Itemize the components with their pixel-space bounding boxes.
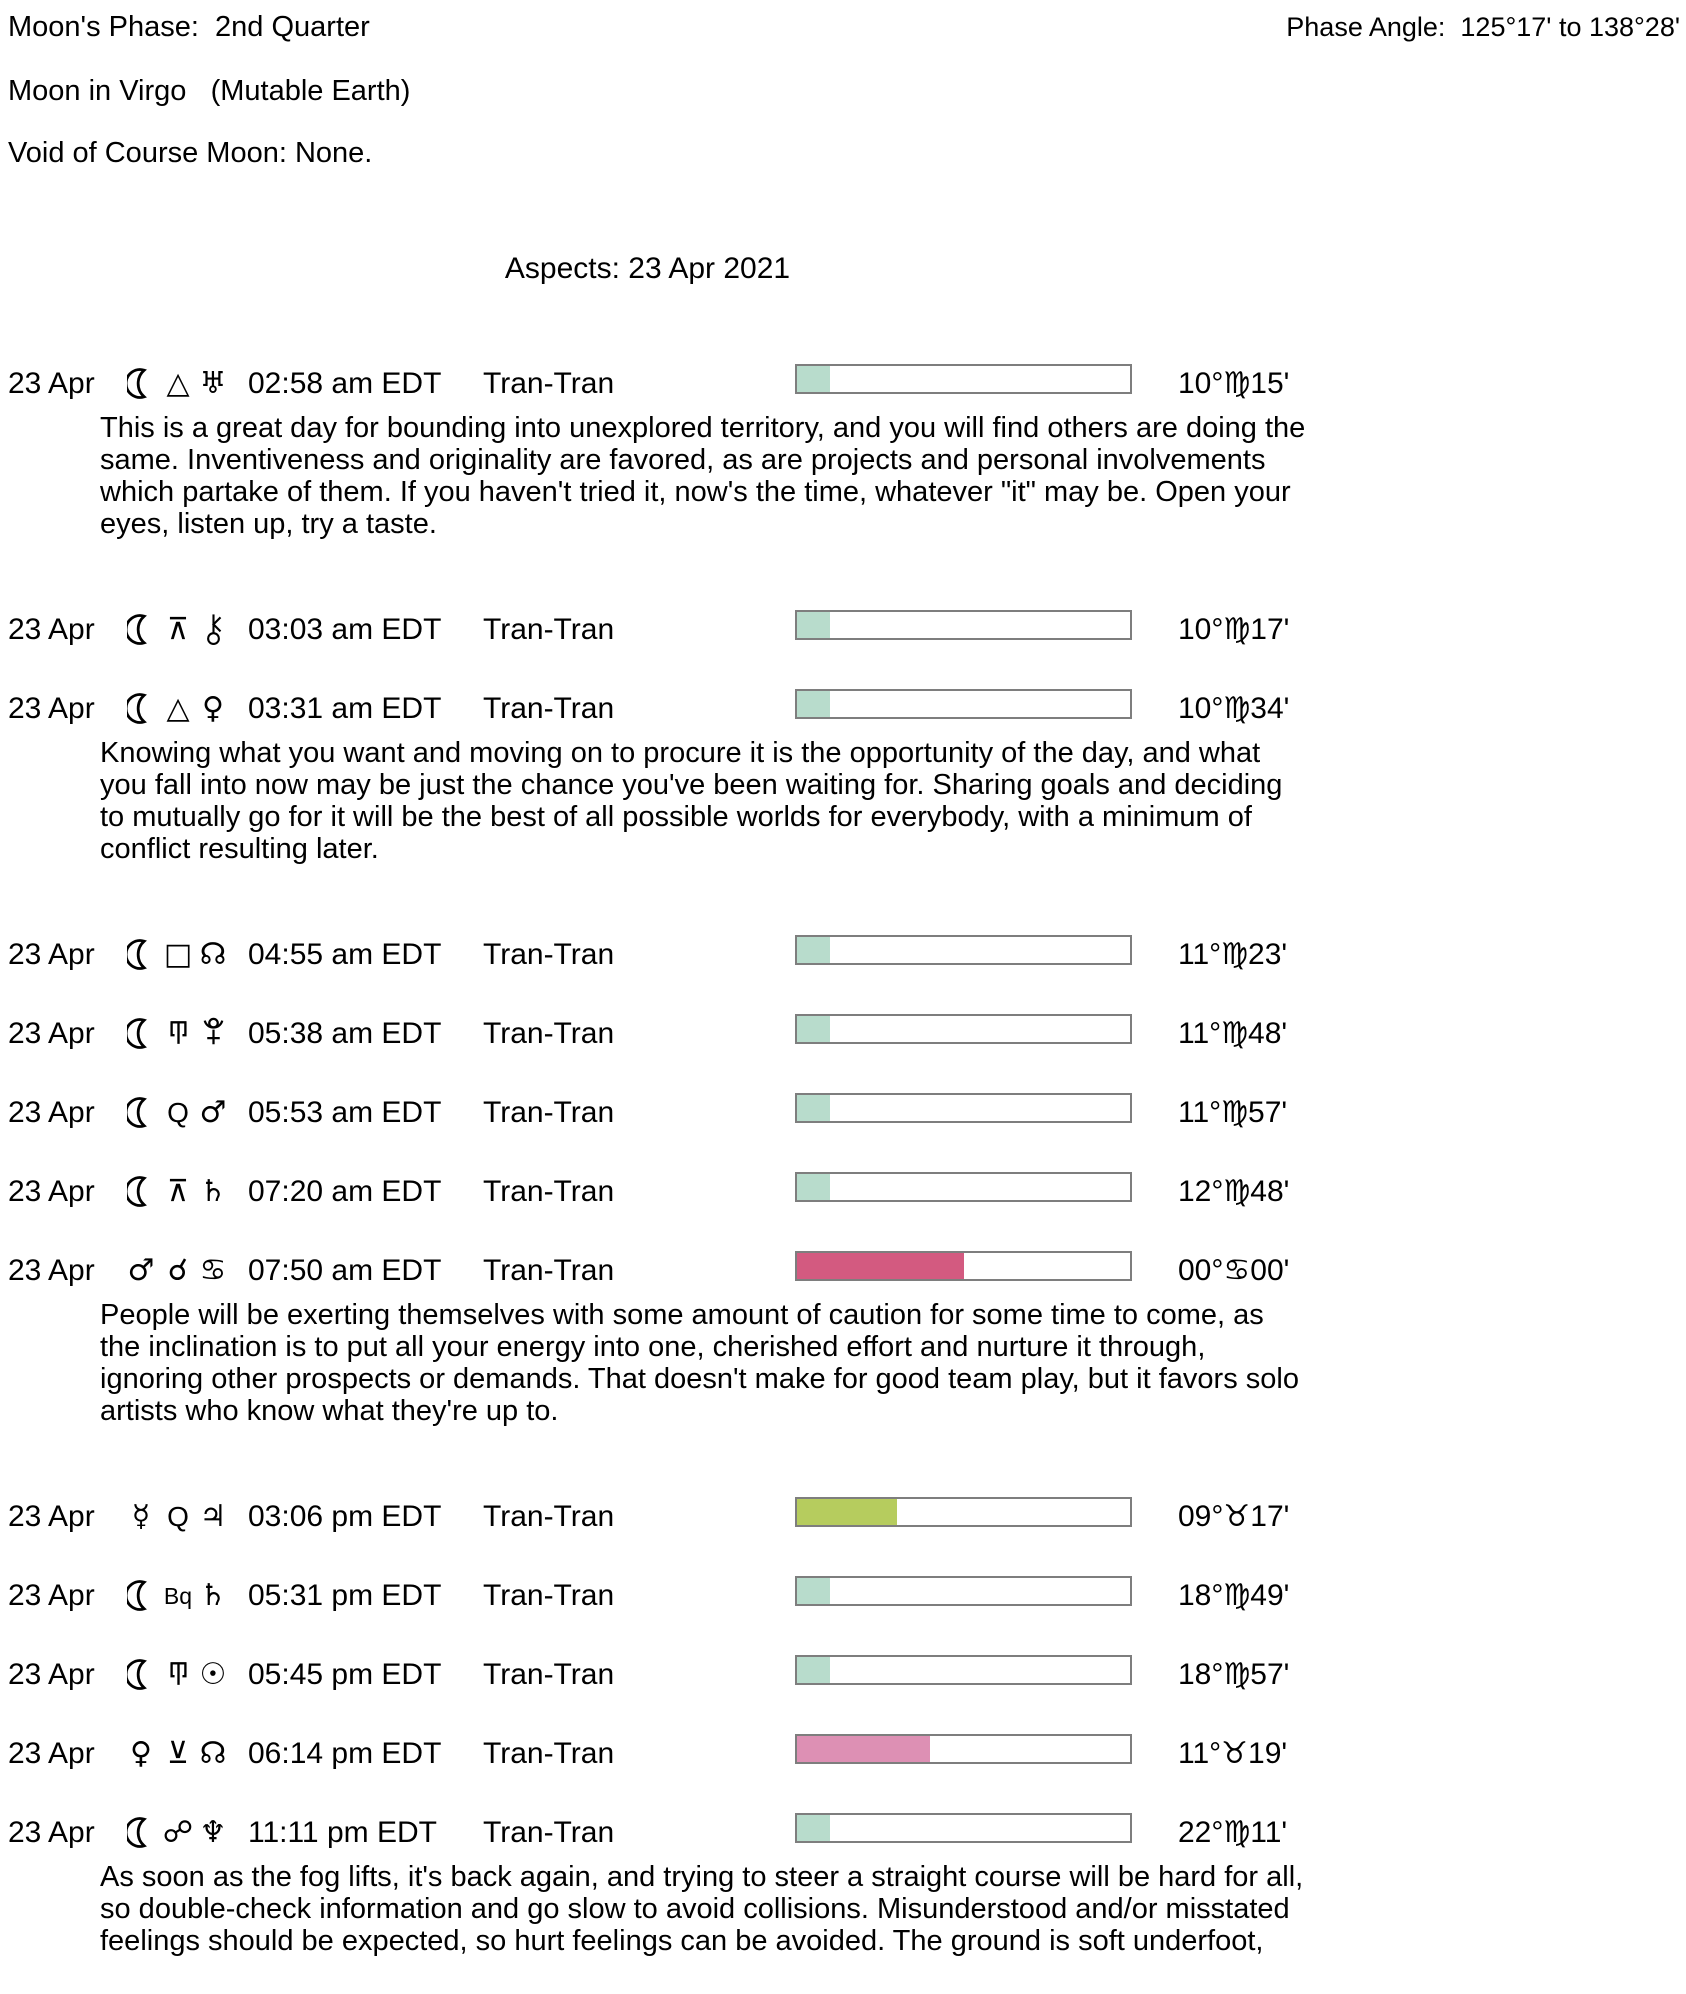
aspect-date: 23 Apr: [8, 1254, 95, 1287]
moon-phase-line: Moon's Phase: 2nd Quarter: [8, 11, 370, 43]
aspect-interpretation: As soon as the fog lifts, it's back again, and trying to steer a straight course will be hard for all, so double-check information and go slow to avoid collisions. Misunderstood and/or misstated feelings should be expected, so hurt feelings can be avoided. The ground is soft underfoot,: [100, 1861, 1304, 1957]
aspect-time: 03:06 pm EDT: [248, 1500, 442, 1533]
conjunction-icon: ☌: [167, 1253, 189, 1288]
north-node-icon: ☊: [199, 937, 227, 972]
jupiter-icon: ♃: [199, 1499, 227, 1534]
aspect-row: [0, 1172, 1686, 1212]
aspect-type: Tran-Tran: [483, 367, 615, 400]
aspect-position: 12°♍48': [1178, 1175, 1290, 1208]
aspect-position: 22°♍11': [1178, 1816, 1288, 1849]
moon-sign-line: Moon in Virgo (Mutable Earth): [8, 75, 411, 107]
orb-progress-fill: [797, 1657, 830, 1683]
aspect-position: 11°♉19': [1178, 1737, 1288, 1770]
aspect-time: 07:20 am EDT: [248, 1175, 442, 1208]
quintile-icon: Q: [167, 1501, 189, 1532]
aspect-position: 18°♍49': [1178, 1579, 1290, 1612]
aspect-type: Tran-Tran: [483, 692, 615, 725]
aspect-time: 02:58 am EDT: [248, 367, 442, 400]
orb-progress-fill: [797, 1174, 830, 1200]
cancer-icon: ♋: [199, 1253, 227, 1288]
aspect-row: [0, 1014, 1686, 1054]
aspect-interpretation: This is a great day for bounding into unexplored territory, and you will find others are doing the same. Inventiveness and originality are favored, as are projects and personal involvements which partake of them. If you haven't tried it, now's the time, whatever "it" may be. Open your eyes, listen up, try a taste.: [100, 412, 1306, 540]
north-node-icon: ☊: [199, 1736, 227, 1771]
aspect-position: 10°♍15': [1178, 367, 1290, 400]
aspect-row: [0, 364, 1686, 404]
pluto-icon: [192, 1014, 234, 1054]
orb-progress-fill: [797, 937, 830, 963]
aspect-time: 07:50 am EDT: [248, 1254, 442, 1287]
mars-icon: ♂: [199, 1095, 227, 1130]
aspect-date: 23 Apr: [8, 1017, 95, 1050]
aspect-type: Tran-Tran: [483, 1658, 615, 1691]
aspect-position: 18°♍57': [1178, 1658, 1290, 1691]
aspect-time: 11:11 pm EDT: [248, 1816, 437, 1849]
aspect-type: Tran-Tran: [483, 1816, 615, 1849]
biquintile-icon: Bq: [163, 1583, 193, 1609]
moon-icon: [120, 364, 162, 404]
aspect-date: 23 Apr: [8, 1500, 95, 1533]
aspect-type: Tran-Tran: [483, 938, 615, 971]
moon-icon: [120, 1576, 162, 1616]
aspect-time: 05:31 pm EDT: [248, 1579, 442, 1612]
orb-progress-fill: [797, 691, 830, 717]
aspect-position: 11°♍48': [1178, 1017, 1288, 1050]
orb-progress-bar: [795, 364, 1132, 394]
orb-progress-bar: [795, 610, 1132, 640]
aspect-date: 23 Apr: [8, 1579, 95, 1612]
aspect-date: 23 Apr: [8, 938, 95, 971]
aspect-interpretation: People will be exerting themselves with some amount of caution for some time to come, as the inclination is to put all your energy into one, cherished effort and nurture it through, ignoring other prospects or demands. That doesn't make for good team play, but it favors solo artists who know what they're up to.: [100, 1299, 1299, 1427]
orb-progress-bar: [795, 1172, 1132, 1202]
venus-icon: ♀: [130, 1736, 152, 1771]
orb-progress-bar: [795, 1813, 1132, 1843]
aspect-date: 23 Apr: [8, 613, 95, 646]
trine-icon: △: [166, 691, 190, 726]
aspect-row: [0, 1251, 1686, 1291]
mars-icon: ♂: [127, 1253, 155, 1288]
opposition-icon: ☍: [162, 1815, 194, 1850]
orb-progress-fill: [797, 612, 830, 638]
aspect-position: 09°♉17': [1178, 1500, 1290, 1533]
aspect-position: 10°♍17': [1178, 613, 1290, 646]
aspect-date: 23 Apr: [8, 1816, 95, 1849]
saturn-icon: ♄: [199, 1174, 227, 1209]
orb-progress-fill: [797, 366, 830, 392]
square-icon: □: [163, 937, 193, 972]
orb-progress-fill: [797, 1815, 830, 1841]
orb-progress-bar: [795, 1014, 1132, 1044]
chiron-icon: [192, 610, 234, 650]
aspect-time: 03:31 am EDT: [248, 692, 442, 725]
aspect-row: [0, 689, 1686, 729]
saturn-icon: ♄: [199, 1578, 227, 1613]
sun-icon: ☉: [199, 1657, 227, 1692]
aspect-type: Tran-Tran: [483, 1500, 615, 1533]
moon-icon: [120, 935, 162, 975]
moon-icon: [120, 689, 162, 729]
aspect-row: [0, 1576, 1686, 1616]
orb-progress-bar: [795, 1576, 1132, 1606]
aspect-type: Tran-Tran: [483, 1737, 615, 1770]
orb-progress-fill: [797, 1736, 930, 1762]
venus-icon: ♀: [202, 691, 224, 726]
quincunx-icon: ⊼: [167, 612, 189, 647]
aspect-date: 23 Apr: [8, 1658, 95, 1691]
orb-progress-fill: [797, 1499, 897, 1525]
aspect-position: 00°♋00': [1178, 1254, 1290, 1287]
aspect-position: 11°♍57': [1178, 1096, 1288, 1129]
moon-icon: [120, 1014, 162, 1054]
orb-progress-bar: [795, 935, 1132, 965]
void-of-course-line: Void of Course Moon: None.: [8, 137, 373, 169]
quintile-icon: Q: [167, 1097, 189, 1128]
aspect-row: [0, 610, 1686, 650]
aspect-time: 05:38 am EDT: [248, 1017, 442, 1050]
orb-progress-fill: [797, 1095, 830, 1121]
aspect-position: 10°♍34': [1178, 692, 1290, 725]
aspect-date: 23 Apr: [8, 692, 95, 725]
aspect-type: Tran-Tran: [483, 613, 615, 646]
aspect-row: [0, 1734, 1686, 1774]
aspect-date: 23 Apr: [8, 1737, 95, 1770]
neptune-icon: ♆: [199, 1815, 227, 1850]
aspects-title: Aspects: 23 Apr 2021: [504, 252, 791, 285]
aspect-row: [0, 1497, 1686, 1537]
aspect-type: Tran-Tran: [483, 1017, 615, 1050]
orb-progress-bar: [795, 1093, 1132, 1123]
aspect-type: Tran-Tran: [483, 1579, 615, 1612]
moon-icon: [120, 1813, 162, 1853]
aspect-date: 23 Apr: [8, 1175, 95, 1208]
orb-progress-bar: [795, 1251, 1132, 1281]
aspect-type: Tran-Tran: [483, 1096, 615, 1129]
aspect-row: [0, 1093, 1686, 1133]
aspect-time: 04:55 am EDT: [248, 938, 442, 971]
orb-progress-fill: [797, 1253, 964, 1279]
aspect-row: [0, 935, 1686, 975]
aspect-time: 05:45 pm EDT: [248, 1658, 442, 1691]
orb-progress-bar: [795, 689, 1132, 719]
moon-icon: [120, 610, 162, 650]
aspect-list: [0, 364, 1686, 1957]
aspect-time: 03:03 am EDT: [248, 613, 442, 646]
moon-icon: [120, 1093, 162, 1133]
aspect-type: Tran-Tran: [483, 1175, 615, 1208]
quincunx-icon: ⊼: [167, 1174, 189, 1209]
orb-progress-fill: [797, 1578, 830, 1604]
orb-progress-fill: [797, 1016, 830, 1042]
orb-progress-bar: [795, 1497, 1132, 1527]
moon-icon: [120, 1172, 162, 1212]
moon-icon: [120, 1655, 162, 1695]
aspect-row: [0, 1655, 1686, 1695]
aspect-time: 06:14 pm EDT: [248, 1737, 442, 1770]
aspect-position: 11°♍23': [1178, 938, 1288, 971]
aspect-type: Tran-Tran: [483, 1254, 615, 1287]
phase-angle-line: Phase Angle: 125°17' to 138°28': [1286, 12, 1680, 42]
orb-progress-bar: [795, 1734, 1132, 1764]
trine-icon: △: [166, 366, 190, 401]
aspect-time: 05:53 am EDT: [248, 1096, 442, 1129]
uranus-icon: ♅: [199, 366, 227, 401]
aspect-interpretation: Knowing what you want and moving on to procure it is the opportunity of the day, and what you fall into now may be just the chance you've been waiting for. Sharing goals and deciding to mutually go for it will be the best of all possible worlds for everybody, with a minimum of conflict resulting later.: [100, 737, 1283, 865]
orb-progress-bar: [795, 1655, 1132, 1685]
aspect-date: 23 Apr: [8, 367, 95, 400]
aspect-date: 23 Apr: [8, 1096, 95, 1129]
semisextile-icon: ⊻: [167, 1736, 189, 1771]
mercury-icon: ☿: [131, 1499, 151, 1534]
aspect-row: [0, 1813, 1686, 1853]
